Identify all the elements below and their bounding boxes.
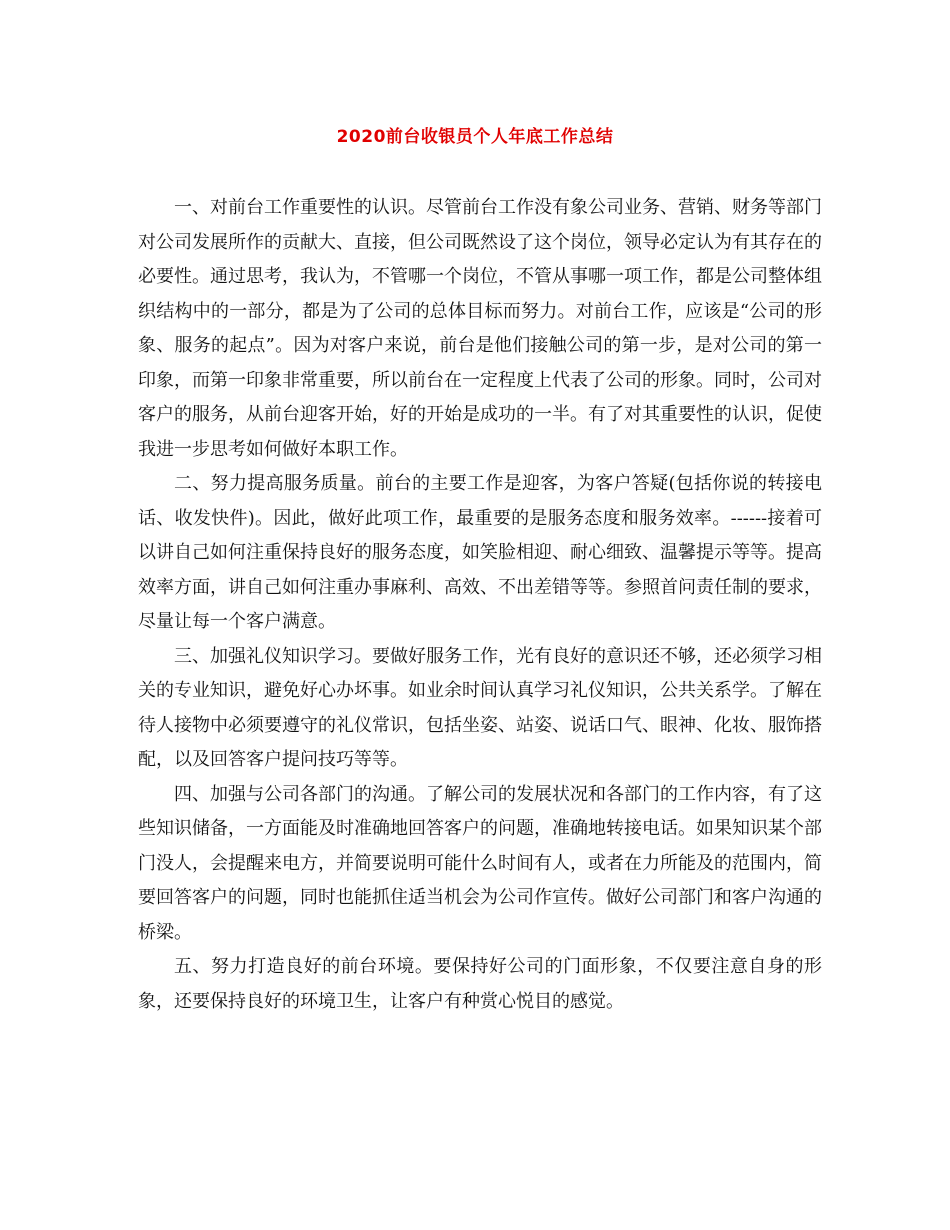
paragraph-3: 三、加强礼仪知识学习。要做好服务工作，光有良好的意识还不够，还必须学习相关的专业知识，避免好心办坏事。如业余时间认真学习礼仪知识，公共关系学。了解在待人接物中必须要遵守的礼仪常识，包括坐姿、站姿、说话口气、眼神、化妆、服饰搭配，以及回答客户提问技巧等等。 xyxy=(138,645,822,770)
paragraph-2: 二、努力提高服务质量。前台的主要工作是迎客，为客户答疑(包括你说的转接电话、收发快件)。因此，做好此项工作，最重要的是服务态度和服务效率。------接着可以讲自己如何注重保持良好的服务态度，如笑脸相迎、耐心细致、温馨提示等等。提高效率方面，讲自己如何注重办事麻利、高效、不出差错等等。参照首问责任制的要求，尽量让每一个客户满意。 xyxy=(138,473,822,632)
paragraph-1: 一、对前台工作重要性的认识。尽管前台工作没有象公司业务、营销、财务等部门对公司发展所作的贡献大、直接，但公司既然设了这个岗位，领导必定认为有其存在的必要性。通过思考，我认为，不管哪一个岗位，不管从事哪一项工作，都是公司整体组织结构中的一部分，都是为了公司的总体目标而努力。对前台工作，应该是“公司的形象、服务的起点”。因为对客户来说，前台是他们接触公司的第一步，是对公司的第一印象，而第一印象非常重要，所以前台在一定程度上代表了公司的形象。同时，公司对客户的服务，从前台迎客开始，好的开始是成功的一半。有了对其重要性的认识，促使我进一步思考如何做好本职工作。 xyxy=(138,197,822,460)
document-title: 2020前台收银员个人年底工作总结 xyxy=(336,127,614,147)
paragraph-5: 五、努力打造良好的前台环境。要保持好公司的门面形象，不仅要注意自身的形象，还要保持良好的环境卫生，让客户有种赏心悦目的感觉。 xyxy=(138,956,822,1012)
document-body xyxy=(138,191,822,1019)
paragraph-4: 四、加强与公司各部门的沟通。了解公司的发展状况和各部门的工作内容，有了这些知识储备，一方面能及时准确地回答客户的问题，准确地转接电话。如果知识某个部门没人，会提醒来电方，并简要说明可能什么时间有人，或者在力所能及的范围内，简要回答客户的问题，同时也能抓住适当机会为公司作宣传。做好公司部门和客户沟通的桥梁。 xyxy=(138,783,822,943)
